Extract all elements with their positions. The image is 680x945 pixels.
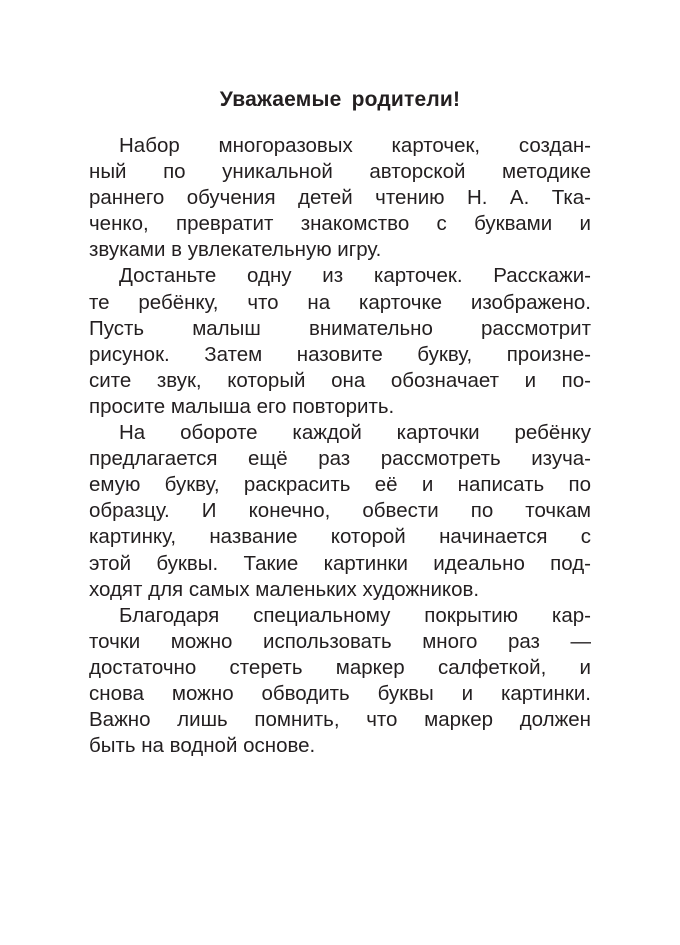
- text-line: ный по уникальной авторской методике: [89, 160, 591, 184]
- text-line: достаточно стереть маркер салфеткой, и: [89, 655, 591, 679]
- text-line: точки можно использовать много раз —: [89, 629, 591, 653]
- text-line: те ребёнку, что на карточке изображено.: [89, 290, 591, 314]
- paragraph-instructions: [89, 263, 591, 420]
- text-line: Пусть малыш внимательно рассмотрит: [89, 316, 591, 340]
- text-line: Достаньте одну из карточек. Расскажи-: [119, 264, 591, 288]
- text-line: картинку, название которой начинается с: [89, 525, 591, 549]
- text-line: образцу. И конечно, обвести по точкам: [89, 499, 591, 523]
- text-line: раннего обучения детей чтению Н. А. Тка-: [89, 186, 591, 210]
- text-line: емую букву, раскрасить её и написать по: [89, 473, 591, 497]
- text-line: звуками в увлекательную игру.: [89, 238, 382, 262]
- text-line: сите звук, который она обозначает и по-: [89, 368, 591, 392]
- text-line: На обороте каждой карточки ребёнку: [119, 421, 591, 445]
- paragraph-reverse-side: [89, 420, 591, 603]
- text-line: ходят для самых маленьких художников.: [89, 577, 480, 601]
- text-line: ченко, превратит знакомство с буквами и: [89, 212, 591, 236]
- text-line: этой буквы. Такие картинки идеально под-: [89, 551, 591, 575]
- text-line: Важно лишь помнить, что маркер должен: [89, 708, 591, 732]
- text-line: снова можно обводить буквы и картинки.: [89, 681, 591, 705]
- paragraph-intro: [89, 133, 591, 263]
- paragraph-coating: [89, 603, 591, 760]
- text-line: предлагается ещё раз рассмотреть изуча-: [89, 447, 591, 471]
- text-line: рисунок. Затем назовите букву, произне-: [89, 342, 591, 366]
- page-title: Уважаемые родители!: [219, 88, 461, 111]
- document-page: [89, 86, 591, 759]
- text-line: Благодаря специальному покрытию кар-: [119, 603, 591, 627]
- text-line: просите малыша его повторить.: [89, 394, 395, 418]
- text-line: Набор многоразовых карточек, создан-: [119, 134, 591, 157]
- text-line: быть на водной основе.: [89, 734, 316, 758]
